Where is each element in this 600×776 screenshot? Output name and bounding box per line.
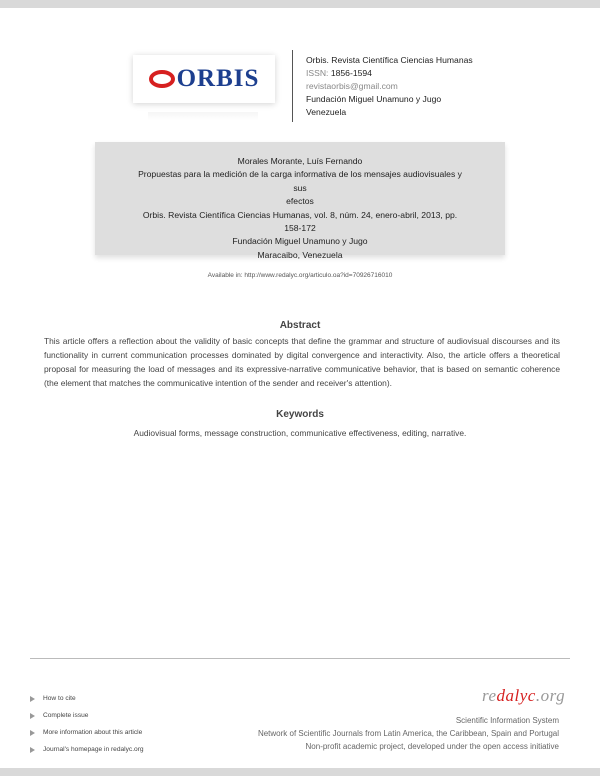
citation-box	[95, 142, 505, 260]
redalyc-logo: redalyc.org	[482, 686, 566, 705]
citation-authors: Morales Morante, Luís Fernando	[237, 156, 363, 166]
nonprofit-text: Non-profit academic project, developed under the open access initiative	[305, 742, 559, 751]
citation-title-line1: Propuestas para la medición de la carga informativa de los mensajes audiovisuales y sus	[138, 169, 462, 193]
link-journal-homepage[interactable]	[30, 741, 144, 758]
abstract-body: This article offers a reflection about the validity of basic concepts that define the grammar and structure of audiovisual discourses and its functionality in current communication processes dominated by digital convergence and interactivity. Also, the article offers a theoretical proposal for measuring the load of messages and its expressive-narrative communicative behavior, that is based on semantic coherence (the element that matches the communicative intention of the sender and receiver's attention).	[44, 336, 560, 388]
system-name: Scientific Information System	[455, 716, 559, 725]
arrow-icon	[30, 713, 35, 719]
link-label: More information about this article	[43, 729, 143, 736]
top-bar	[0, 0, 600, 8]
keywords-body: Audiovisual forms, message construction, communicative effectiveness, editing, narrative.	[133, 428, 467, 438]
citation-source: Orbis. Revista Científica Ciencias Humanas, vol. 8, núm. 24, enero-abril, 2013, pp. 158-172	[142, 209, 458, 234]
arrow-icon	[30, 730, 35, 736]
journal-name: Orbis. Revista Científica Ciencias Humanas	[306, 55, 473, 65]
footer-info	[258, 714, 559, 753]
network-text: Network of Scientific Journals from Latin America, the Caribbean, Spain and Portugal	[257, 729, 559, 738]
link-complete-issue[interactable]	[30, 707, 144, 724]
bottom-bar	[0, 768, 600, 776]
available-link[interactable]: Available in: http://www.redalyc.org/articulo.oa?id=70926716010	[207, 272, 393, 279]
logo-text: ORBIS	[176, 65, 260, 92]
logo-o-icon	[149, 70, 175, 88]
publisher-line1: Fundación Miguel Unamuno y Jugo	[306, 94, 442, 104]
orbis-logo	[130, 50, 280, 120]
journal-email[interactable]: revistaorbis@gmail.com	[306, 81, 398, 91]
citation-title-line2: efectos	[286, 196, 314, 207]
link-how-to-cite[interactable]	[30, 690, 144, 707]
keywords-title: Keywords	[276, 409, 324, 420]
link-label: Complete issue	[43, 712, 89, 719]
footer-divider	[30, 658, 570, 659]
arrow-icon	[30, 747, 35, 753]
link-label: How to cite	[43, 695, 76, 702]
citation-publisher: Fundación Miguel Unamuno y Jugo	[232, 236, 368, 247]
citation-location: Maracaibo, Venezuela	[257, 249, 343, 260]
issn-line	[306, 67, 566, 80]
journal-info	[306, 54, 566, 119]
header-divider	[292, 50, 293, 122]
issn-label: ISSN:	[306, 68, 329, 78]
link-more-info[interactable]	[30, 724, 144, 741]
footer-links	[30, 690, 144, 758]
abstract-title: Abstract	[279, 320, 321, 331]
link-label: Journal's homepage in redalyc.org	[43, 746, 144, 753]
publisher-line2: Venezuela	[306, 107, 347, 117]
arrow-icon	[30, 696, 35, 702]
issn-value: 1856-1594	[330, 68, 372, 78]
